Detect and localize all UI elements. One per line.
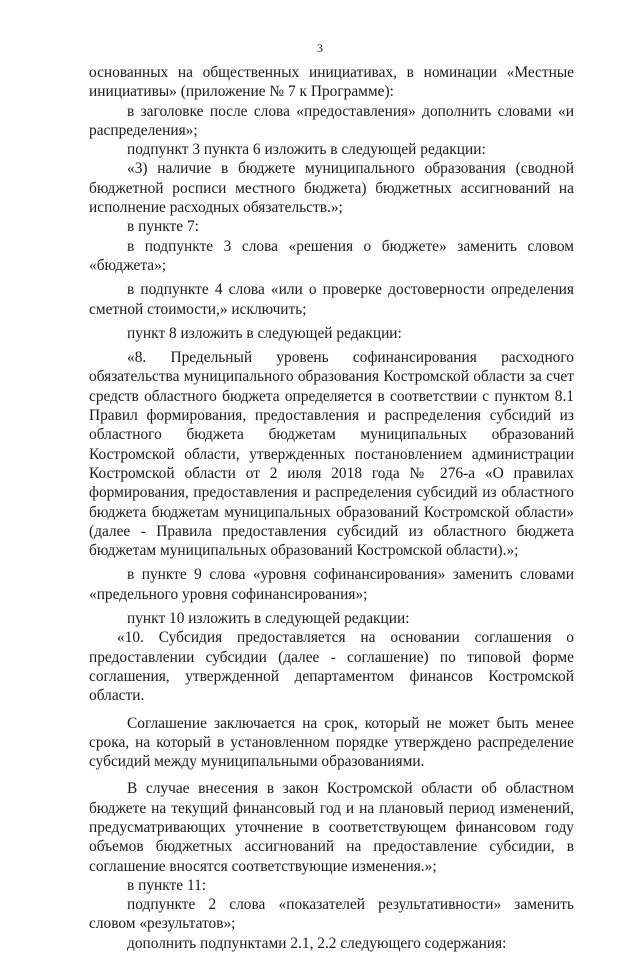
page-number: 3: [317, 41, 323, 55]
paragraph: в заголовке после слова «предоставления» дополнить словами «и распределения»;: [89, 102, 574, 139]
paragraph: в подпункте 4 слова «или о проверке достоверности определения сметной стоимости,» исключить;: [89, 281, 574, 318]
document-body: [89, 63, 574, 953]
paragraph: Соглашение заключается на срок, который не может быть менее срока, на который в установленном порядке утверждено распределение субсидий между муниципальными образованиями.: [89, 714, 574, 771]
paragraph: основанных на общественных инициативах, в номинации «Местные инициативы» (приложение № 7 к Программе):: [89, 64, 574, 101]
paragraph: В случае внесения в закон Костромской области об областном бюджете на текущий финансовый год и на плановый период изменений, предусматривающих уточнение в соответствующем финансовом году объемов бюджетных ассигнований на предоставление субсидии, в соглашение вносятся соответствующие изменения.»;: [89, 780, 574, 875]
paragraph: в пункте 11:: [127, 876, 207, 894]
paragraph: дополнить подпунктами 2.1, 2.2 следующего содержания:: [127, 934, 507, 952]
paragraph: в подпункте 3 слова «решения о бюджете» заменить словом «бюджета»;: [89, 237, 574, 274]
paragraph: пункт 8 изложить в следующей редакции:: [127, 324, 402, 342]
paragraph: «10. Субсидия предоставляется на основании соглашения о предоставлении субсидии (далее - соглашение) по типовой форме соглашения, утвержденной департаментом финансов Костромской области.: [89, 629, 574, 705]
paragraph: «3) наличие в бюджете муниципального образования (сводной бюджетной росписи местного бюджета) бюджетных ассигнований на исполнение расходных обязательств.»;: [89, 160, 574, 217]
paragraph: в пункте 7:: [127, 218, 199, 236]
paragraph: пункт 10 изложить в следующей редакции:: [127, 610, 410, 628]
paragraph: «8. Предельный уровень софинансирования расходного обязательства муниципального образования Костромской области за счет средств областного бюджета определяется в соответствии с пунктом 8.1 Правил формирования, предоставления и распределения субсидий из областного бюджета бюджетам муниципальных образований Костромской области, утвержденных постановлением администрации Костромской области от 2 июля 2018 года № 276-а «О правилах формирования, предоставления и распределения субсидий из областного бюджета бюджетам муниципальных образований Костромской области» (далее - Правила предоставления субсидий из областного бюджета бюджетам муниципальных образований Костромской области).»;: [89, 349, 574, 560]
paragraph: подпункт 3 пункта 6 изложить в следующей редакции:: [127, 141, 486, 159]
paragraph: в пункте 9 слова «уровня софинансирования» заменить словами «предельного уровня софинансирования»;: [89, 566, 574, 603]
paragraph: подпункте 2 слова «показателей результативности» заменить словом «результатов»;: [89, 896, 574, 933]
